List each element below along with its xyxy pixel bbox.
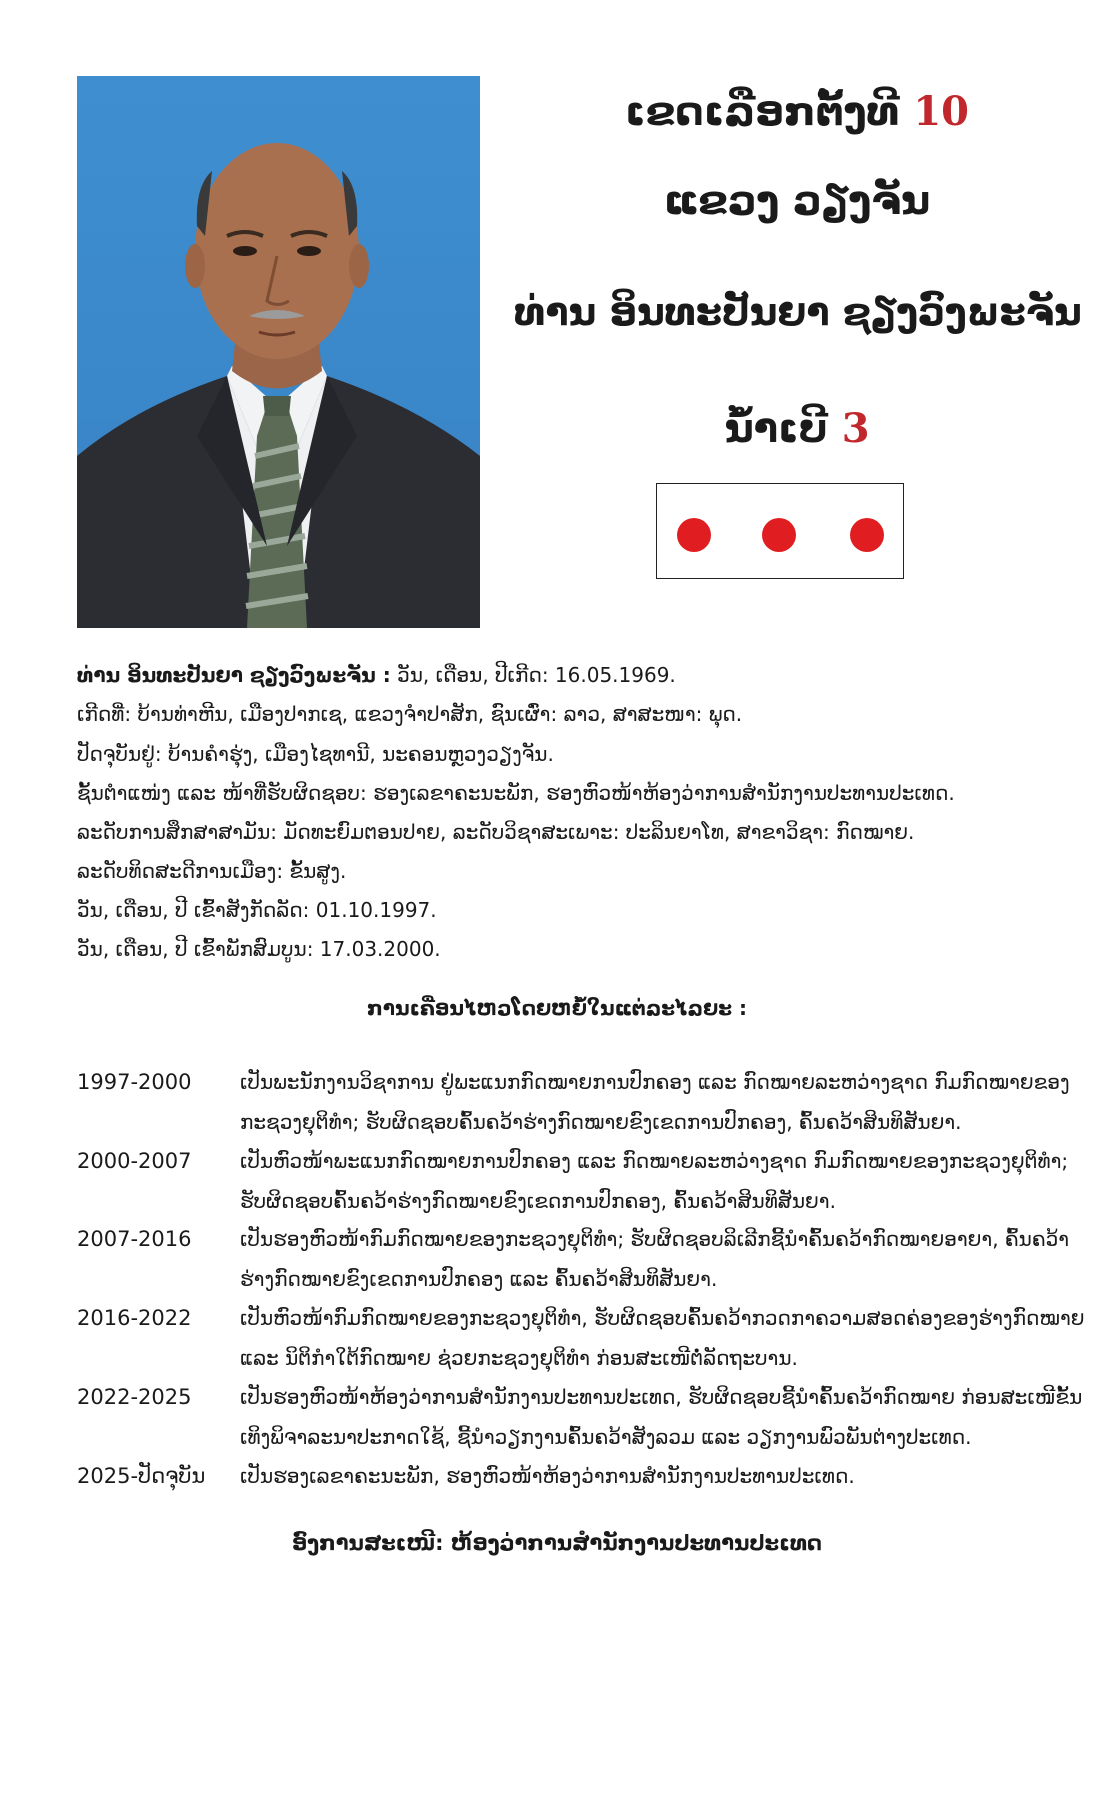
- bio-dob-line: [77, 663, 1097, 687]
- timeline-text: ເປັນຮອງຫົວໜ້າຫ້ອງວ່າການສຳນັກງານປະທານປະເທດ, ຮັບຜິດຊອບຊີ້ນຳຄົ້ນຄວ້າກົດໝາຍ ກ່ອນສະເໜີຂັ້ນເທິງພິຈາລະນາປະກາດໃຊ້, ຊີ້ນຳວຽກງານຄົ້ນຄວ້າສັງລວມ ແລະ ວຽກງານພົວພັນຕ່າງປະເທດ.: [240, 1385, 1083, 1449]
- bio-name-label: ທ່ານ ອິນທະປັນຍາ ຊຽງວົງພະຈັນ :: [77, 663, 391, 687]
- bio-birthplace: ເກີດທີ່: ບ້ານທ່າຫີນ, ເມືອງປາກເຊ, ແຂວງຈຳປາສັກ, ຊົນເຜົ່າ: ລາວ, ສາສະໜາ: ພຸດ.: [77, 702, 743, 726]
- timeline-year: 2000-2007: [77, 1149, 192, 1173]
- constituency-heading: [480, 88, 1114, 135]
- portrait-illustration: [77, 76, 480, 628]
- constituency-number: 10: [913, 88, 969, 135]
- bio-party-date: ວັນ, ເດືອນ, ປີ ເຂົ້າພັກສົມບູນ: 17.03.2000.: [77, 937, 441, 961]
- bio-residence: ປັດຈຸບັນຢູ່: ບ້ານຄຳຮຸ່ງ, ເມືອງໄຊທານີ, ນະຄອນຫຼວງວຽງຈັນ.: [77, 742, 554, 766]
- bio-education: ລະດັບການສຶກສາສາມັນ: ມັດທະຍົມຕອນປາຍ, ລະດັບວິຊາສະເພາະ: ປະລິນຍາໂທ, ສາຂາວິຊາ: ກົດໝາຍ.: [77, 820, 915, 844]
- candidate-photo: [77, 76, 480, 628]
- ballot-dot: [677, 518, 711, 552]
- timeline-text: ເປັນຮອງຫົວໜ້າກົມກົດໝາຍຂອງກະຊວງຍຸຕິທຳ; ຮັບຜິດຊອບລິເລີກຊີ້ນຳຄົ້ນຄວ້າກົດໝາຍອາຍາ, ຄົ້ນຄວ້າຮ່າງກົດໝາຍຂົງເຂດການປົກຄອງ ແລະ ຄົ້ນຄວ້າສິນທິສັນຍາ.: [240, 1227, 1070, 1291]
- timeline-text: ເປັນຮອງເລຂາຄະນະພັກ, ຮອງຫົວໜ້າຫ້ອງວ່າການສຳນັກງານປະທານປະເທດ.: [240, 1464, 855, 1488]
- timeline-year: 2022-2025: [77, 1385, 192, 1409]
- province-heading: ແຂວງ ວຽງຈັນ: [663, 178, 931, 224]
- bio-youth-union-date: ວັນ, ເດືອນ, ປີ ເຂົ້າສັງກັດລັດ: 01.10.1997.: [77, 898, 437, 922]
- timeline-year: 2007-2016: [77, 1227, 192, 1251]
- timeline-text: ເປັນຫົວໜ້າພະແນກກົດໝາຍການປົກຄອງ ແລະ ກົດໝາຍລະຫວ່າງຊາດ ກົມກົດໝາຍຂອງກະຊວງຍຸຕິທຳ; ຮັບຜິດຊອບຄົ້ນຄວ້າຮ່າງກົດໝາຍຂົງເຂດການປົກຄອງ, ຄົ້ນຄວ້າສິນທິສັນຍາ.: [240, 1149, 1069, 1213]
- bio-dob: ວັນ, ເດືອນ, ປີເກີດ: 16.05.1969.: [397, 663, 676, 687]
- ballot-label: ນໍ້າເບີ: [724, 406, 828, 452]
- bio-position: ຊັ້ນຕຳແໜ່ງ ແລະ ໜ້າທີ່ຮັບຜິດຊອບ: ຮອງເລຂາຄະນະພັກ, ຮອງຫົວໜ້າຫ້ອງວ່າການສຳນັກງານປະທານປະເທດ.: [77, 781, 955, 805]
- ballot-number-box: [656, 483, 904, 579]
- timeline-year: 2016-2022: [77, 1306, 192, 1330]
- timeline-text: ເປັນພະນັກງານວິຊາການ ຢູ່ພະແນກກົດໝາຍການປົກຄອງ ແລະ ກົດໝາຍລະຫວ່າງຊາດ ກົມກົດໝາຍຂອງກະຊວງຍຸຕິທຳ; ຮັບຜິດຊອບຄົ້ນຄວ້າຮ່າງກົດໝາຍຂົງເຂດການປົກຄອງ, ຄົ້ນຄວ້າສິນທິສັນຍາ.: [240, 1070, 1070, 1134]
- timeline-year: 1997-2000: [77, 1070, 192, 1094]
- constituency-label: ເຂດເລືອກຕັ້ງທີ: [625, 89, 900, 135]
- ballot-number-heading: [480, 405, 1114, 452]
- timeline-title: ການເຄື່ອນໄຫວໂດຍຫຍໍ້ໃນແຕ່ລະໄລຍະ :: [366, 996, 747, 1020]
- ballot-number: 3: [841, 405, 870, 452]
- timeline-text: ເປັນຫົວໜ້າກົມກົດໝາຍຂອງກະຊວງຍຸຕິທຳ, ຮັບຜິດຊອບຄົ້ນຄວ້າກວດກາຄວາມສອດຄ່ອງຂອງຮ່າງກົດໝາຍ ແລະ ນິຕິກຳໃຕ້ກົດໝາຍ ຊ່ວຍກະຊວງຍຸຕິທຳ ກ່ອນສະເໜີຕໍ່ລັດຖະບານ.: [240, 1306, 1085, 1370]
- candidate-name-heading: ທ່ານ ອິນທະປັນຍາ ຊຽງວົງພະຈັນ: [514, 290, 1082, 334]
- proposing-organization: ອົງການສະເໜີ: ຫ້ອງວ່າການສຳນັກງານປະທານປະເທດ: [291, 1531, 822, 1555]
- ballot-dot: [850, 518, 884, 552]
- timeline-year: 2025-ປັດຈຸບັນ: [77, 1464, 206, 1488]
- ballot-dot: [762, 518, 796, 552]
- bio-political-theory: ລະດັບທິດສະດີການເມືອງ: ຂັ້ນສູງ.: [77, 859, 347, 883]
